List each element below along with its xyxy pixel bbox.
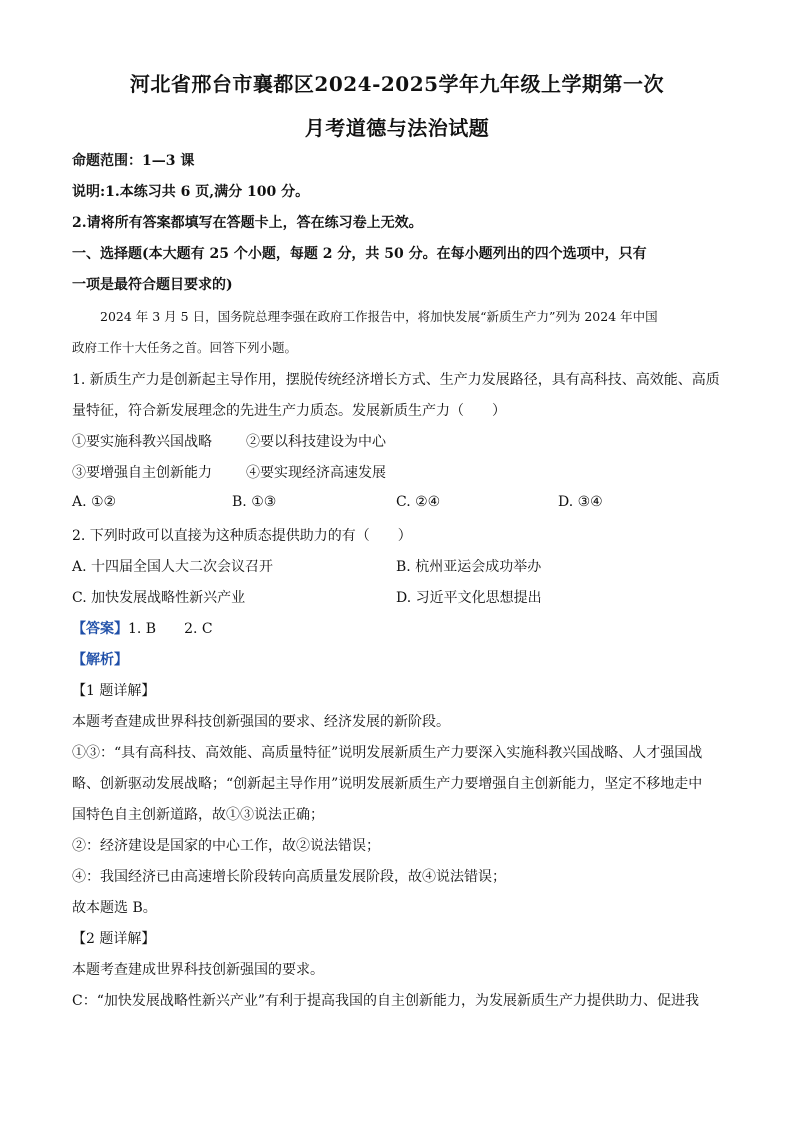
section-heading-line2: 一项是最符合题目要求的) — [72, 277, 233, 293]
q1-option-b: B. ①③ — [232, 494, 277, 510]
analysis-tag: 【解析】 — [72, 652, 128, 668]
section-heading-line1: 一、选择题(本大题有 25 个小题，每题 2 分，共 50 分。在每小题列出的四个选项中，只有 — [72, 246, 647, 262]
detail-1-tag: 【1 题详解】 — [72, 683, 156, 699]
detail-1-para2-line3: 国特色自主创新道路，故①③说法正确； — [72, 807, 324, 823]
q2-option-b: B. 杭州亚运会成功举办 — [396, 559, 542, 575]
q1-option-c: C. ②④ — [396, 494, 441, 510]
material-line1: 2024 年 3 月 5 日，国务院总理李强在政府工作报告中，将加快发展“新质生产力”列为 2024 年中国 — [100, 309, 658, 324]
page-title-line2: 月考道德与法治试题 — [304, 116, 490, 140]
q1-statement-4: ④要实现经济高速发展 — [246, 465, 386, 481]
detail-2-para2: C：“加快发展战略性新兴产业”有利于提高我国的自主创新能力，为发展新质生产力提供助力、促进我 — [72, 993, 700, 1009]
question-1-stem-line1: 1. 新质生产力是创新起主导作用，摆脱传统经济增长方式、生产力发展路径，具有高科技、高效能、高质 — [72, 372, 720, 388]
question-2-stem: 2. 下列时政可以直接为这种质态提供助力的有（ ） — [72, 528, 412, 544]
q1-option-a: A. ①② — [72, 494, 117, 510]
detail-1-para2-line1: ①③：“具有高科技、高效能、高质量特征”说明发展新质生产力要深入实施科教兴国战略、人才强国战 — [72, 745, 703, 761]
detail-1-para3: ②：经济建设是国家的中心工作，故②说法错误； — [72, 838, 380, 854]
instruction-1: 说明:1.本练习共 6 页,满分 100 分。 — [72, 184, 310, 200]
detail-2-para1: 本题考查建成世界科技创新强国的要求。 — [72, 962, 324, 978]
q1-statement-1: ①要实施科教兴国战略 — [72, 434, 212, 450]
detail-1-conclusion: 故本题选 B。 — [72, 900, 157, 916]
answer-tag: 【答案】 — [72, 621, 128, 637]
question-1-stem-line2: 量特征，符合新发展理念的先进生产力质态。发展新质生产力（ ） — [72, 403, 506, 419]
answer-value: 1. B 2. C — [128, 621, 213, 637]
q1-option-d: D. ③④ — [558, 494, 603, 510]
detail-1-para1: 本题考查建成世界科技创新强国的要求、经济发展的新阶段。 — [72, 714, 450, 730]
detail-1-para4: ④：我国经济已由高速增长阶段转向高质量发展阶段，故④说法错误； — [72, 869, 506, 885]
q2-option-a: A. 十四届全国人大二次会议召开 — [72, 559, 274, 575]
detail-2-tag: 【2 题详解】 — [72, 931, 156, 947]
material-line2: 政府工作十大任务之首。回答下列小题。 — [72, 340, 298, 355]
scope-note: 命题范围：1—3 课 — [72, 153, 195, 169]
page-title-line1: 河北省邢台市襄都区2024-2025学年九年级上学期第一次 — [129, 72, 665, 96]
q2-option-d: D. 习近平文化思想提出 — [396, 590, 542, 606]
q2-option-c: C. 加快发展战略性新兴产业 — [72, 590, 246, 606]
answer-line — [72, 618, 213, 638]
q1-statement-2: ②要以科技建设为中心 — [246, 434, 386, 450]
detail-1-para2-line2: 略、创新驱动发展战略；“创新起主导作用”说明发展新质生产力要增强自主创新能力，坚定不移地走中 — [72, 776, 703, 792]
instruction-2: 2.请将所有答案都填写在答题卡上，答在练习卷上无效。 — [72, 215, 423, 231]
q1-statement-3: ③要增强自主创新能力 — [72, 465, 212, 481]
